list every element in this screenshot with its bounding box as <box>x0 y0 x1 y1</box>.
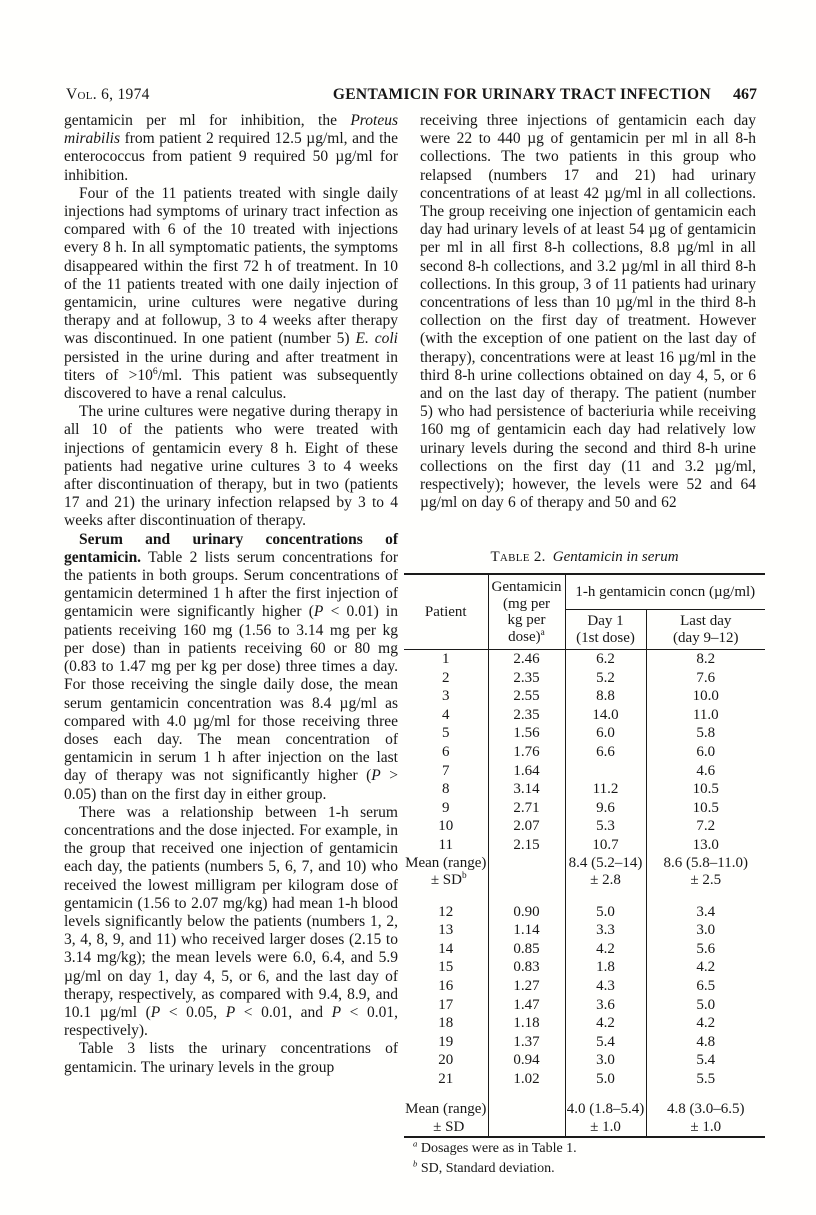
table-cell: 6.0 <box>565 724 646 743</box>
table-summary-group1 <box>404 855 765 903</box>
table-cell: 9.6 <box>565 799 646 818</box>
table-row <box>404 977 765 996</box>
table-cell: 19 <box>438 1033 454 1050</box>
summary-label-cell: Mean (range) ± $SD^b$ <box>405 854 487 889</box>
table-cell: 5.4 <box>646 1051 765 1070</box>
table-cell: 6.0 <box>646 743 765 762</box>
table-cell: 1.02 <box>488 1070 565 1089</box>
table-row <box>404 724 765 743</box>
table-cell: 1.64 <box>488 762 565 781</box>
table-cell: 12 <box>438 903 454 920</box>
table-cell: 5.0 <box>646 996 765 1015</box>
table-cell: 7.2 <box>646 817 765 836</box>
footnote-marker-a: a <box>540 627 545 638</box>
table-row <box>404 958 765 977</box>
table-row <box>404 780 765 799</box>
table-body-group2 <box>404 903 765 1089</box>
table-cell: 17 <box>438 996 454 1013</box>
table-cell: 8.2 <box>646 650 765 669</box>
table-cell: 2.46 <box>488 650 565 669</box>
serum-table <box>404 573 765 1138</box>
table-caption <box>404 548 765 566</box>
table-cell: 0.94 <box>488 1051 565 1070</box>
table-row <box>404 1033 765 1052</box>
table-row <box>404 1014 765 1033</box>
summary-dose-cell <box>488 1101 565 1137</box>
table-cell: 10.0 <box>646 687 765 706</box>
summary-row <box>404 855 765 890</box>
right-column <box>420 112 756 512</box>
table-row <box>404 762 765 781</box>
header-last-day: Last day (day 9–12) <box>646 610 765 650</box>
table-row <box>404 743 765 762</box>
table-cell: 2.07 <box>488 817 565 836</box>
table-cell: 1.47 <box>488 996 565 1015</box>
table-row <box>404 940 765 959</box>
header-concn-group: 1-h gentamicin concn (µg/ml) <box>565 574 765 610</box>
running-title: GENTAMICIN FOR URINARY TRACT INFECTION <box>332 86 711 103</box>
table-cell: 4 <box>442 706 450 723</box>
table-cell: 4.2 <box>565 940 646 959</box>
table-cell: 7 <box>442 762 450 779</box>
footnote-marker-b: b <box>413 1158 418 1169</box>
table-cell: 14 <box>438 940 454 957</box>
table-cell: 9 <box>442 799 450 816</box>
summary-last-cell: 8.6 (5.8–11.0) ± 2.5 <box>646 855 765 890</box>
table-caption-title: Gentamicin in serum <box>552 549 679 565</box>
table-cell: 10 <box>438 818 454 835</box>
paragraph: Table 3 lists the urinary concentrations of gentamicin. The urinary levels in the group <box>64 1040 398 1076</box>
table-cell: 13.0 <box>646 836 765 855</box>
header-patient: Patient <box>404 574 488 650</box>
summary-label-cell: Mean (range) ± SD <box>405 1101 487 1135</box>
table-row <box>404 817 765 836</box>
table-row <box>404 1051 765 1070</box>
running-head <box>66 86 757 104</box>
table-cell: 3.0 <box>646 921 765 940</box>
table-cell: 2 <box>442 669 450 686</box>
table-row <box>404 650 765 669</box>
table-cell: 2.35 <box>488 669 565 688</box>
table-row <box>404 799 765 818</box>
table-cell: 2.35 <box>488 706 565 725</box>
table-cell: 2.71 <box>488 799 565 818</box>
table-cell: 20 <box>438 1052 454 1069</box>
table-cell: 1.76 <box>488 743 565 762</box>
table-row <box>404 687 765 706</box>
table-caption-label: Table 2. <box>490 549 546 565</box>
summary-day1-cell: 4.0 (1.8–5.4) ± 1.0 <box>565 1101 646 1137</box>
table-row <box>404 921 765 940</box>
table-cell: 0.85 <box>488 940 565 959</box>
table-footnote: $^a$ Dosages were as in Table 1. <box>413 1138 577 1157</box>
table-cell <box>565 762 646 781</box>
table-cell: 10.7 <box>565 836 646 855</box>
table-row <box>404 706 765 725</box>
table-cell: 16 <box>438 977 454 994</box>
table-footnote: $^b$ SD, Standard deviation. <box>413 1158 555 1176</box>
table-cell: 5 <box>442 725 450 742</box>
table-cell: 1.18 <box>488 1014 565 1033</box>
paragraph: receiving three injections of gentamicin each day were 22 to 440 µg of gentamicin per ml in all 8-h collections. The two patients in this group who relapsed (numbers 17 and 21) had urinary concentrations of at least 42 µg/ml in all collections. The group receiving one injection of gentamicin each day had urinary levels of at least 54 µg of gentamicin per ml in all first 8-h collections, 8.8 µg/ml in all second 8-h collections, and 3.2 µg/ml in all third 8-h collections. In this group, 3 of 11 patients had urinary concentrations of less than 10 µg/ml in the third 8-h collection on the first day of treatment. However (with the exception of one patient on the last day of therapy), concentrations were at least 16 µg/ml in the third 8-h urine collections obtained on day 4, 5, or 6 and on the last day of therapy. The patient (number 5) who had persistence of bacteriuria while receiving 160 mg of gentamicin each day had relatively low urinary levels during the second and third 8-h urine collections on the first day (11 and 3.2 µg/ml, respectively); however, the levels were 52 and 64 µg/ml on day 6 of therapy and 50 and 62 <box>420 112 756 512</box>
table-cell: 5.8 <box>646 724 765 743</box>
table-cell: 11.2 <box>565 780 646 799</box>
table-cell: 0.90 <box>488 903 565 922</box>
summary-row <box>404 1101 765 1137</box>
table-cell: 11 <box>438 836 453 853</box>
paragraph: gentamicin per ml for inhibition, the Proteus mirabilis from patient 2 required 12.5 µg/ml, and the enterococcus from patient 9 required 50 µg/ml for inhibition. <box>64 112 398 184</box>
paragraph: Serum and urinary concentrations of gentamicin. Table 2 lists serum concentrations for the patients in both groups. Serum concentrations of gentamicin determined 1 h after the first injection of gentamicin were significantly higher (P < 0.01) in patients receiving 160 mg (1.56 to 3.14 mg per kg per dose) than in patients receiving 60 or 80 mg (0.83 to 1.47 mg per kg per dose) three times a day. For those receiving the single daily dose, the mean serum gentamicin concentration was 8.4 µg/ml as compared with 4.0 µg/ml for those receiving three doses each day. The mean concentration of gentamicin in serum 1 h after injection on the last day of therapy was not significantly higher (P > 0.05) than on the first day in either group. <box>64 530 398 803</box>
table-cell: 5.4 <box>565 1033 646 1052</box>
table-row <box>404 1070 765 1089</box>
table-cell: 1 <box>442 651 450 667</box>
table-cell: 1.37 <box>488 1033 565 1052</box>
table-cell: 1.56 <box>488 724 565 743</box>
table-cell: 18 <box>438 1015 454 1032</box>
table-body-group1 <box>404 650 765 855</box>
table-cell: 1.27 <box>488 977 565 996</box>
page-number: 467 <box>733 86 757 103</box>
spacer-row <box>404 1088 765 1101</box>
footnote-marker-b: b <box>462 871 467 882</box>
paragraph: The urine cultures were negative during therapy in all 10 of the patients who were treated with injections of gentamicin every 8 h. Eight of these patients had negative urine cultures 3 to 4 weeks after discontinuation of therapy, but in two (patients 17 and 21) the urinary infection relapsed by 3 to 4 weeks after discontinuation of therapy. <box>64 403 398 530</box>
summary-dose-cell <box>488 855 565 890</box>
header-dose: Gentamicin (mg per kg per dose)$^a$ <box>488 574 565 650</box>
table-cell: 4.6 <box>646 762 765 781</box>
table-header <box>404 574 765 650</box>
table-cell: 5.5 <box>646 1070 765 1089</box>
table-summary-group2 <box>404 1088 765 1137</box>
table-cell: 3 <box>442 688 450 705</box>
table-cell: 3.14 <box>488 780 565 799</box>
table-cell: 5.3 <box>565 817 646 836</box>
paragraph: There was a relationship between 1-h serum concentrations and the dose injected. For example, in the group that received one injection of gentamicin each day, the patients (numbers 5, 6, 7, and 10) who received the lowest milligram per kilogram dose of gentamicin (1.56 to 2.07 mg/kg) had mean 1-h blood levels significantly below the patients (numbers 1, 2, 3, 4, 8, 9, and 11) who received larger doses (2.15 to 3.14 mg/kg); the mean levels were 6.0, 6.4, and 5.9 µg/ml on day 1, day 4, 5, or 6, and the last day of therapy, respectively, as compared with 9.4, 8.9, and 10.1 µg/ml (P < 0.05, P < 0.01, and P < 0.01, respectively). <box>64 803 398 1040</box>
left-column <box>64 112 398 1077</box>
table-row <box>404 836 765 855</box>
table-cell: 1.14 <box>488 921 565 940</box>
spacer-row <box>404 890 765 903</box>
table-cell: 15 <box>438 959 454 976</box>
volume-issue-label: Vol. 6, 1974 <box>66 86 150 103</box>
table-row <box>404 903 765 922</box>
table-cell: 4.2 <box>565 1014 646 1033</box>
table-cell: 3.3 <box>565 921 646 940</box>
table-cell: 6.2 <box>565 650 646 669</box>
table-cell: 3.4 <box>646 903 765 922</box>
table-cell: 5.6 <box>646 940 765 959</box>
table-cell: 6.6 <box>565 743 646 762</box>
table-cell: 4.3 <box>565 977 646 996</box>
serum-table-section <box>404 548 765 1177</box>
table-cell: 4.2 <box>646 1014 765 1033</box>
table-cell: 10.5 <box>646 780 765 799</box>
table-cell: 2.15 <box>488 836 565 855</box>
table-cell: 7.6 <box>646 669 765 688</box>
table-cell: 14.0 <box>565 706 646 725</box>
summary-last-cell: 4.8 (3.0–6.5) ± 1.0 <box>646 1101 765 1137</box>
footnote-marker-a: a <box>413 1138 418 1149</box>
table-cell: 3.6 <box>565 996 646 1015</box>
table-cell: 5.2 <box>565 669 646 688</box>
table-cell: 6.5 <box>646 977 765 996</box>
table-cell: 6 <box>442 743 450 760</box>
table-cell: 4.8 <box>646 1033 765 1052</box>
paragraph: Four of the 11 patients treated with single daily injections had symptoms of urinary tract infection as compared with 6 of the 10 treated with injections every 8 h. In all symptomatic patients, the symptoms disappeared within the first 72 h of treatment. In 10 of the 11 patients treated with one daily injection of gentamicin, urine cultures were negative during therapy and at followup, 3 to 4 weeks after therapy was discontinued. In one patient (number 5) E. coli persisted in the urine during and after treatment in titers of $>10^6/ml$. This patient was subsequently discovered to have a renal calculus. <box>64 184 399 403</box>
table-cell: 10.5 <box>646 799 765 818</box>
table-row <box>404 996 765 1015</box>
table-cell: 1.8 <box>565 958 646 977</box>
table-cell: 11.0 <box>646 706 765 725</box>
table-cell: 21 <box>438 1070 454 1087</box>
header-day1: Day 1 (1st dose) <box>565 610 646 650</box>
table-cell: 3.0 <box>565 1051 646 1070</box>
table-row <box>404 669 765 688</box>
table-cell: 5.0 <box>565 1070 646 1089</box>
table-cell: 8 <box>442 781 450 798</box>
table-cell: 5.0 <box>565 903 646 922</box>
table-cell: 4.2 <box>646 958 765 977</box>
table-cell: 13 <box>438 922 454 939</box>
table-cell: 0.83 <box>488 958 565 977</box>
table-cell: 2.55 <box>488 687 565 706</box>
summary-day1-cell: 8.4 (5.2–14) ± 2.8 <box>565 855 646 890</box>
table-cell: 8.8 <box>565 687 646 706</box>
